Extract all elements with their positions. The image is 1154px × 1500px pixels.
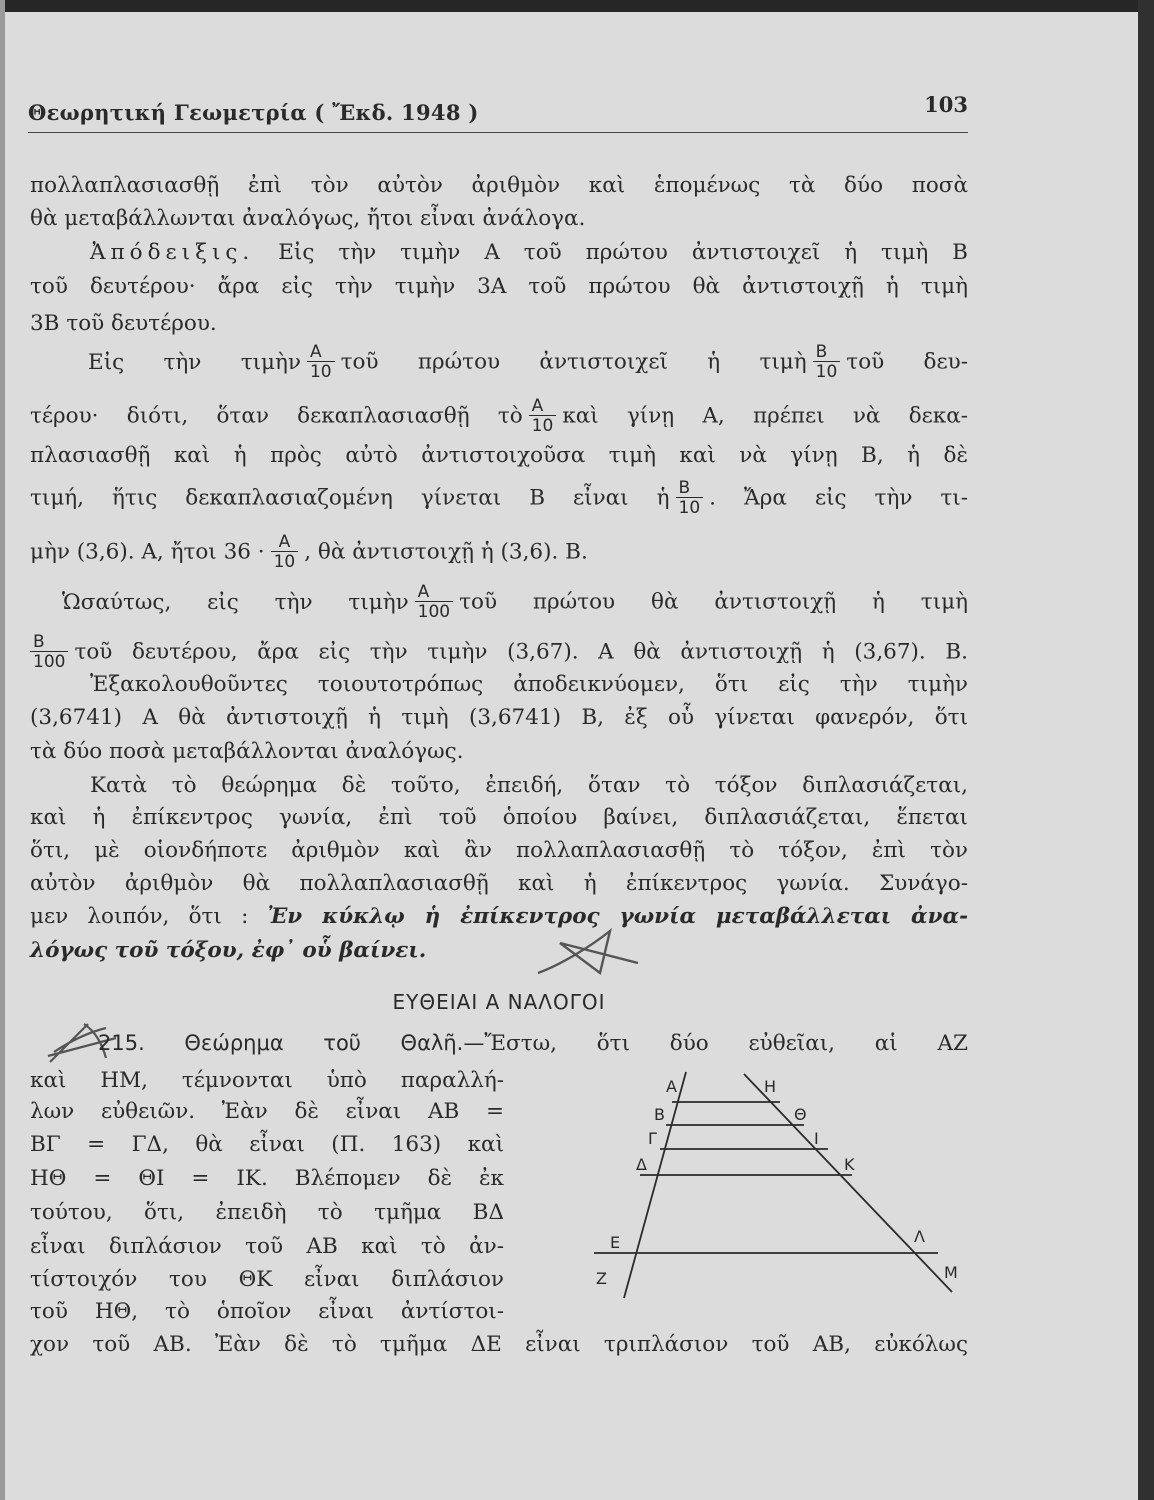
text-fragment: τοῦ πρώτου θὰ ἀντιστοιχῇ ἡ τιμὴ (459, 589, 968, 615)
text-line: ὅτι, μὲ οἱονδήποτε ἀριθμὸν καὶ ἂν πολλαπλασιασθῇ τὸ τόξον, ἐπὶ τὸν (30, 838, 968, 863)
fraction-denominator: 10 (813, 361, 841, 381)
fraction-numerator: Α (531, 396, 544, 416)
fraction-numerator: Α (309, 342, 322, 362)
text-line-with-fractions (30, 584, 968, 621)
running-title: Θεωρητική Γεωμετρία ( Ἔκδ. 1948 ) (28, 100, 479, 125)
point-label-g: Γ (648, 1129, 657, 1148)
text-line: 3Β τοῦ δευτέρου. (30, 311, 217, 336)
point-label-i: Ι (814, 1129, 819, 1148)
fraction-a-over-10 (271, 534, 299, 571)
theorem-line (30, 1028, 968, 1059)
line-hm (744, 1074, 952, 1292)
fraction-b-over-10 (813, 344, 841, 381)
fraction-a-over-10 (307, 344, 335, 381)
section-heading: ΕΥΘΕΙΑΙ Α ΝΑΛΟΓΟΙ (392, 990, 606, 1014)
text-line: τίστοιχόν του ΘΚ εἶναι διπλάσιον (30, 1267, 504, 1292)
text-line-with-fractions (30, 480, 968, 517)
text-line: λων εὐθειῶν. Ἐὰν δὲ εἶναι ΑΒ = (30, 1099, 504, 1124)
fraction-denominator: 10 (676, 497, 704, 517)
theorem-statement: Ἐν κύκλῳ ἡ ἐπίκεντρος γωνία μεταβάλλεται ἀνα- (267, 904, 968, 929)
fraction-a-over-10 (529, 398, 557, 435)
text-line: εἶναι διπλάσιον τοῦ ΑΒ καὶ τὸ ἀν- (30, 1234, 504, 1259)
text-fragment: , θὰ ἀντιστοιχῇ ἡ (3,6). Β. (304, 539, 588, 565)
point-label-d: Δ (636, 1155, 647, 1174)
text-fragment: μὴν (3,6). Α, ἤτοι 36 · (30, 539, 265, 565)
page-number: 103 (924, 92, 968, 117)
text-line (30, 670, 968, 700)
pen-mark-star-icon (530, 925, 645, 985)
text-fragment: . Ἄρα εἰς τὴν τι- (709, 485, 969, 511)
text-line: αὐτὸν ἀριθμὸν θὰ πολλαπλασιασθῇ καὶ ἡ ἐπίκεντρος γωνία. Συνάγο- (30, 871, 968, 896)
text-line: ΗΘ = ΘΙ = ΙΚ. Βλέπομεν δὲ ἐκ (30, 1166, 504, 1191)
text-line: τούτου, ὅτι, ἐπειδὴ τὸ τμῆμα ΒΔ (30, 1200, 504, 1225)
text-line-with-fractions (30, 534, 588, 571)
thales-diagram (590, 1070, 980, 1310)
text-fragment: Εἰς τὴν τιμὴν Α τοῦ πρώτου ἀντιστοιχεῖ ἡ τιμὴ Β (278, 240, 968, 265)
point-label-z: Ζ (596, 1269, 607, 1288)
fraction-numerator: Α (417, 582, 430, 602)
text-fragment: Ὡσαύτως, εἰς τὴν τιμὴν (62, 589, 409, 615)
fraction-numerator: Β (33, 632, 45, 652)
text-line: θὰ μεταβάλλωνται ἀναλόγως, ἤτοι εἶναι ἀνάλογα. (30, 206, 586, 231)
fraction-denominator: 10 (271, 551, 299, 571)
text-fragment: μεν λοιπόν, ὅτι : (30, 904, 249, 929)
theorem-label: 215. Θεώρημα τοῦ Θαλῆ.— (98, 1031, 485, 1055)
text-fragment: Κατὰ τὸ θεώρημα δὲ τοῦτο, ἐπειδή, ὅταν τὸ τόξον διπλασιάζεται, (90, 773, 968, 798)
point-label-l: Λ (914, 1227, 925, 1246)
point-label-a: Α (666, 1077, 677, 1096)
text-line-with-fractions (30, 398, 968, 435)
point-label-h: Η (764, 1077, 777, 1096)
text-fragment: τοῦ δευτέρου, ἄρα εἰς τὴν τιμὴν (3,67). Α θὰ ἀντιστοιχῇ ἡ (3,67). Β. (74, 639, 968, 665)
fraction-numerator: Α (278, 532, 291, 552)
text-fragment: καὶ γίνῃ Α, πρέπει νὰ δεκα- (562, 403, 968, 429)
text-fragment: τοῦ πρώτου ἀντιστοιχεῖ ἡ τιμὴ (340, 349, 807, 375)
point-label-b: Β (654, 1105, 665, 1124)
point-label-m: Μ (944, 1263, 958, 1282)
conclusion-line (30, 902, 968, 932)
text-line: καὶ ΗΜ, τέμνονται ὑπὸ παραλλή- (30, 1068, 504, 1093)
scan-top-border (0, 0, 1154, 12)
fraction-numerator: Β (678, 478, 691, 498)
fraction-numerator: Β (815, 342, 828, 362)
point-label-th: Θ (794, 1105, 807, 1124)
text-line: ΒΓ = ΓΔ, θὰ εἶναι (Π. 163) καὶ (30, 1132, 504, 1157)
fraction-a-over-100 (415, 584, 453, 621)
text-fragment: τιμή, ἥτις δεκαπλασιαζομένη γίνεται Β εἶναι ἡ (30, 485, 670, 511)
text-fragment: Ἔστω, ὅτι δύο εὐθεῖαι, αἱ ΑΖ (484, 1031, 968, 1056)
point-label-e: Ε (610, 1233, 621, 1252)
scan-right-border (1138, 0, 1154, 1500)
text-fragment: τέρου· διότι, ὅταν δεκαπλασιασθῇ τὸ (30, 403, 523, 429)
point-label-k: Κ (844, 1155, 855, 1174)
fraction-denominator: 100 (30, 651, 68, 671)
text-line: τοῦ δευτέρου· ἄρα εἰς τὴν τιμὴν 3Α τοῦ πρώτου θὰ ἀντιστοιχῇ ἡ τιμὴ (30, 274, 968, 299)
text-line: τὰ δύο ποσὰ μεταβάλλονται ἀναλόγως. (30, 739, 464, 764)
proof-label: Ἀπόδειξις. (90, 240, 255, 265)
text-line: (3,6741) Α θὰ ἀντιστοιχῇ ἡ τιμὴ (3,6741) Β, ἐξ οὗ γίνεται φανερόν, ὅτι (30, 705, 968, 730)
text-fragment: τοῦ δευ- (846, 349, 968, 375)
text-fragment: Εἰς τὴν τιμὴν (88, 349, 301, 375)
proof-line (30, 238, 968, 268)
text-line (30, 771, 968, 801)
thales-figure (590, 1070, 980, 1310)
running-header (28, 92, 968, 133)
text-line: χον τοῦ ΑΒ. Ἐὰν δὲ τὸ τμῆμα ΔΕ εἶναι τριπλάσιον τοῦ ΑΒ, εὐκόλως (30, 1332, 968, 1357)
fraction-b-over-100 (30, 634, 68, 671)
fraction-denominator: 10 (529, 415, 557, 435)
fraction-b-over-10 (676, 480, 704, 517)
text-line: τοῦ ΗΘ, τὸ ὁποῖον εἶναι ἀντίστοι- (30, 1299, 504, 1324)
text-fragment: Ἐξακολουθοῦντες τοιουτοτρόπως ἀποδεικνύομεν, ὅτι εἰς τὴν τιμὴν (90, 672, 968, 697)
text-line: καὶ ἡ ἐπίκεντρος γωνία, ἐπὶ τοῦ ὁποίου βαίνει, διπλασιάζεται, ἕπεται (30, 805, 968, 830)
fraction-denominator: 10 (307, 361, 335, 381)
text-line-with-fractions (30, 634, 968, 671)
text-line: πλασιασθῇ καὶ ἡ πρὸς αὐτὸ ἀντιστοιχοῦσα τιμὴ καὶ νὰ γίνῃ Β, ἡ δὲ (30, 443, 968, 468)
fraction-denominator: 100 (415, 601, 453, 621)
text-line: πολλαπλασιασθῇ ἐπὶ τὸν αὐτὸν ἀριθμὸν καὶ ἑπομένως τὰ δύο ποσὰ (30, 173, 968, 198)
theorem-statement-end: λόγως τοῦ τόξου, ἐφ᾽ οὗ βαίνει. (30, 938, 427, 963)
text-line-with-fractions (30, 344, 968, 381)
